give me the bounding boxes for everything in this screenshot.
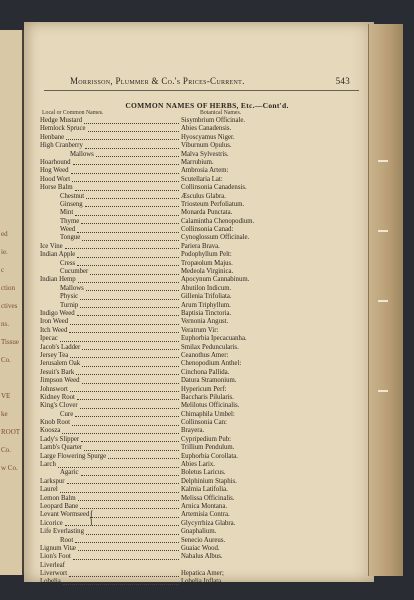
common-name: Indigo Weed <box>40 309 75 317</box>
dot-leader <box>69 332 179 333</box>
common-name: Hemlock Spruce <box>40 125 86 133</box>
common-name: Jimpson Weed <box>40 377 80 385</box>
botanical-name: Triosteum Perfoliatum. <box>181 200 245 208</box>
common-name: Leopard Bane <box>40 502 79 510</box>
dot-leader <box>86 534 179 535</box>
botanical-name: Chimaphila Umbel: <box>181 410 235 418</box>
dot-leader <box>62 433 179 434</box>
dot-leader <box>72 425 179 426</box>
common-name: Hood Wort <box>40 175 71 183</box>
common-name: Agaric <box>60 469 79 477</box>
herb-row <box>40 503 360 511</box>
common-name: Liverleaf <box>40 561 65 569</box>
botanical-name: Collinsonia Can: <box>181 419 227 427</box>
dot-leader <box>73 164 179 165</box>
facing-page-text: VE <box>1 392 11 400</box>
dot-leader <box>69 576 179 577</box>
herb-row <box>40 125 360 133</box>
herb-row <box>40 469 360 477</box>
herb-row <box>40 302 360 310</box>
herb-row <box>40 176 360 184</box>
common-name: Licorice <box>40 519 63 527</box>
dot-leader <box>70 357 179 358</box>
herb-row <box>40 537 360 545</box>
dot-leader <box>82 366 179 367</box>
botanical-name: Pariera Brava. <box>181 242 220 250</box>
common-name: Laurel <box>40 486 58 494</box>
facing-page-text: ed <box>1 230 8 238</box>
common-name: Jesuit's Bark <box>40 368 75 376</box>
common-name: Henbane <box>40 133 65 141</box>
herb-row <box>40 310 360 318</box>
botanical-name: Malva Sylvestris. <box>181 150 229 158</box>
common-name: Cucumber <box>60 268 89 276</box>
botanical-name: Medeola Virginica. <box>181 268 234 276</box>
botanical-name: Euphorbia Corollata. <box>181 452 239 460</box>
common-name: Weed <box>60 226 76 234</box>
dot-leader <box>72 181 179 182</box>
dot-leader <box>75 542 179 543</box>
dot-leader <box>65 248 179 249</box>
herb-row <box>40 360 360 368</box>
herb-row <box>40 436 360 444</box>
botanical-name: Nabalus Albus. <box>181 553 223 561</box>
dot-leader <box>78 500 179 501</box>
dot-leader <box>60 341 179 342</box>
facing-page-text: c <box>1 266 5 274</box>
dot-leader <box>85 206 179 207</box>
header-rule <box>44 90 359 91</box>
botanical-name: Chenopodium Anthel: <box>181 360 242 368</box>
botanical-name: Sisymbrium Officinale. <box>181 117 246 124</box>
botanical-name: Tropæolum Majus. <box>181 259 233 267</box>
herb-row <box>40 520 360 528</box>
common-name: Hoarhound <box>40 158 71 166</box>
herb-row <box>40 218 360 226</box>
column-header-common: Local or Common Names. <box>42 110 104 116</box>
dot-leader <box>82 349 179 350</box>
botanical-name: Abies Larix. <box>181 461 215 469</box>
dot-leader <box>77 257 179 258</box>
dot-leader <box>66 139 179 140</box>
dot-leader <box>85 148 179 149</box>
common-name: Ipecac <box>40 335 58 343</box>
herb-row <box>40 562 360 570</box>
dot-leader <box>91 517 179 518</box>
common-name: Larch <box>40 461 56 469</box>
facing-page-text: Co. <box>1 446 11 454</box>
dot-leader <box>82 383 179 384</box>
herb-row <box>40 486 360 494</box>
herb-row <box>40 344 360 352</box>
herb-row <box>40 369 360 377</box>
herb-row <box>40 201 360 209</box>
page-number: 543 <box>335 76 350 86</box>
botanical-name: Hyoscyamus Niger. <box>181 133 235 141</box>
common-name: Mallows <box>60 284 84 292</box>
herb-row <box>40 193 360 201</box>
dot-leader <box>63 584 179 585</box>
herb-row <box>40 285 360 293</box>
common-name: Horse Balm <box>40 184 73 192</box>
dot-leader <box>70 324 179 325</box>
dot-leader <box>76 374 179 375</box>
botanical-name: Cinchona Pallida. <box>181 368 230 376</box>
herb-row <box>40 461 360 469</box>
common-name: Thyme <box>60 217 80 225</box>
botanical-name: Marrubium. <box>181 158 214 166</box>
botanical-name: Apocynum Cannabinum. <box>181 276 250 284</box>
herb-row <box>40 293 360 301</box>
botanical-name: Boletus Laricus. <box>181 469 226 477</box>
common-name: Lemon Balm <box>40 494 76 502</box>
botanical-name: Ambrosia Artem: <box>181 167 229 175</box>
dot-leader <box>81 441 179 442</box>
botanical-name: Collinsonia Canadensis. <box>181 184 247 192</box>
herb-row <box>40 402 360 410</box>
column-header-botanical: Botanical Names. <box>200 110 242 116</box>
common-name: Lobelia <box>40 578 61 586</box>
page-tab <box>378 390 388 392</box>
section-title: COMMON NAMES OF HERBS, Etc.—Cont'd. <box>125 101 289 110</box>
dot-leader <box>84 123 179 124</box>
herb-row <box>40 578 360 586</box>
herb-row <box>40 427 360 435</box>
herb-row <box>40 260 360 268</box>
dot-leader <box>80 408 179 409</box>
dot-leader <box>88 131 179 132</box>
facing-page-text: ke <box>1 410 8 418</box>
herb-row <box>40 394 360 402</box>
herb-row <box>40 495 360 503</box>
herb-row <box>40 411 360 419</box>
common-name: Lady's Slipper <box>40 435 80 443</box>
facing-page-text: ie. <box>1 248 8 256</box>
botanical-name: Cynoglossum Officinale. <box>181 234 250 242</box>
herb-row <box>40 226 360 234</box>
herb-row <box>40 209 360 217</box>
botanical-name: Kalmia Latifolia. <box>181 486 228 494</box>
common-name: High Cranberry <box>40 142 83 150</box>
facing-page-text: Co. <box>1 356 11 364</box>
dot-leader <box>71 173 179 174</box>
herb-row <box>40 251 360 259</box>
dot-leader <box>81 223 179 224</box>
botanical-name: Datura Stramonium. <box>181 377 237 385</box>
herb-row <box>40 134 360 142</box>
common-name: Lignum Vitæ <box>40 544 76 552</box>
common-name: Liverwort <box>40 570 68 578</box>
botanical-name: Baccharis Pilularis. <box>181 393 234 401</box>
botanical-name: Ceanothus Amer: <box>181 351 229 359</box>
facing-page-text: ctives <box>1 302 18 310</box>
herb-row <box>40 243 360 251</box>
common-name: Mint <box>60 209 74 217</box>
botanical-name: Trillium Pendulum. <box>181 444 235 452</box>
common-name: Koosza <box>40 427 61 435</box>
common-name: Jacob's Ladder <box>40 343 81 351</box>
botanical-name: Monarda Punctata. <box>181 209 233 217</box>
herb-row <box>40 327 360 335</box>
common-name: Jersey Tea <box>40 351 69 359</box>
botanical-name: Hypericum Perf: <box>181 385 227 393</box>
herb-row <box>40 511 360 519</box>
common-name: Kidney Root <box>40 393 75 401</box>
facing-page-text: ns. <box>1 320 9 328</box>
dot-leader <box>86 290 179 291</box>
dot-leader <box>65 525 179 526</box>
herb-row <box>40 268 360 276</box>
botanical-name: Abutilon Indicum. <box>181 284 232 292</box>
botanical-name: Melissa Officinalis. <box>181 494 235 502</box>
herb-row <box>40 167 360 175</box>
page-tab <box>378 230 388 232</box>
botanical-name: Podophyllum Pelt: <box>181 251 232 259</box>
herb-row <box>40 386 360 394</box>
dot-leader <box>84 450 179 451</box>
botanical-name: Lobelia Inflata. <box>181 578 223 586</box>
botanical-name: Viburnum Opulus. <box>181 142 232 150</box>
common-name: Itch Weed <box>40 326 68 334</box>
herb-row <box>40 377 360 385</box>
facing-page-text: w Co. <box>1 464 18 472</box>
facing-page-edge <box>0 30 24 575</box>
common-name: Indian Hemp <box>40 276 76 284</box>
herb-row <box>40 528 360 536</box>
herb-row <box>40 553 360 561</box>
botanical-name: Delphinium Staphis. <box>181 477 237 485</box>
dot-leader <box>73 559 179 560</box>
brace: { <box>89 507 94 527</box>
botanical-name: Collinsonia Canad: <box>181 226 234 234</box>
botanical-name: Gnaphalium. <box>181 528 217 536</box>
dot-leader <box>67 483 179 484</box>
common-name: Ice Vine <box>40 242 63 250</box>
common-name: Lion's Foot <box>40 553 71 561</box>
common-name: Cress <box>60 259 76 267</box>
dot-leader <box>75 215 179 216</box>
botanical-name: Guaiac Wood. <box>181 544 220 552</box>
dot-leader <box>77 315 179 316</box>
dot-leader <box>80 307 179 308</box>
common-name: Lamb's Quarter <box>40 444 83 452</box>
herb-row <box>40 545 360 553</box>
botanical-name: Æsculus Glabra. <box>181 192 226 200</box>
dot-leader <box>81 475 179 476</box>
common-name: Hog Weed <box>40 167 69 175</box>
botanical-name: Smilax Peduncularis. <box>181 343 239 351</box>
botanical-name: Senecio Aureus. <box>181 536 226 544</box>
herb-row <box>40 352 360 360</box>
page-tab <box>378 300 388 302</box>
dot-leader <box>58 467 179 468</box>
botanical-name: Gillenia Trifoliata. <box>181 293 232 301</box>
dot-leader <box>60 492 179 493</box>
dot-leader <box>82 240 179 241</box>
dot-leader <box>86 198 179 199</box>
herb-row <box>40 276 360 284</box>
herb-row <box>40 234 360 242</box>
herb-row <box>40 478 360 486</box>
herb-row <box>40 151 360 159</box>
common-name: Cure <box>60 410 74 418</box>
botanical-name: Arnica Montana. <box>181 502 228 510</box>
botanical-name: Arum Triphyllum. <box>181 301 231 309</box>
botanical-name: Scutellaria Lat: <box>181 175 223 183</box>
common-name: Knob Root <box>40 419 71 427</box>
dot-leader <box>77 265 179 266</box>
dot-leader <box>90 274 179 275</box>
herb-row <box>40 419 360 427</box>
common-name: Mallows <box>70 150 94 158</box>
herb-row <box>40 570 360 578</box>
page-tab <box>378 160 388 162</box>
botanical-name: Glycyrrhiza Glabra. <box>181 519 236 527</box>
herb-row <box>40 142 360 150</box>
dot-leader <box>75 190 179 191</box>
herb-row <box>40 184 360 192</box>
dot-leader <box>70 391 179 392</box>
botanical-name: Baptisia Tinctoria. <box>181 309 232 317</box>
botanical-name: Veratrum Vir: <box>181 326 219 334</box>
botanical-name: Brayera. <box>181 427 205 435</box>
dot-leader <box>77 232 179 233</box>
dot-leader <box>80 508 179 509</box>
common-name: Life Everlasting <box>40 528 84 536</box>
common-name: Ginseng <box>60 200 83 208</box>
herb-row <box>40 117 360 125</box>
dot-leader <box>96 156 179 157</box>
facing-page-text: ROOT <box>1 428 21 436</box>
botanical-name: Abies Canadensis. <box>181 125 232 133</box>
herb-name-list <box>40 117 360 587</box>
common-name: Levant Wormseed <box>40 511 90 519</box>
running-title: Morrisson, Plummer & Co.'s Prices-Current. <box>70 76 245 86</box>
herb-row <box>40 159 360 167</box>
common-name: Indian Apple <box>40 251 76 259</box>
common-name: Large Flowering Spurge <box>40 452 107 460</box>
botanical-name: Vernonia Angust. <box>181 318 229 326</box>
botanical-name: Calamintha Chenopodium. <box>181 217 255 225</box>
dot-leader <box>80 299 179 300</box>
dot-leader <box>78 282 179 283</box>
common-name: Root <box>60 536 74 544</box>
dot-leader <box>77 399 179 400</box>
facing-page-text: Tissue <box>1 338 20 346</box>
botanical-name: Melilotus Officinalis. <box>181 402 240 410</box>
common-name: Turnip <box>60 301 79 309</box>
botanical-name: Artemisia Contra. <box>181 511 230 519</box>
herb-row <box>40 318 360 326</box>
common-name: Johnswort <box>40 385 68 393</box>
dot-leader <box>78 550 179 551</box>
botanical-name: Euphorbia Ipecacuanha. <box>181 335 247 343</box>
common-name: Hedge Mustard <box>40 117 83 124</box>
botanical-name: Hepatica Amer; <box>181 570 224 578</box>
common-name: Chestnut <box>60 192 85 200</box>
common-name: Tongue <box>60 234 81 242</box>
common-name: Larkspur <box>40 477 65 485</box>
dot-leader <box>108 458 179 459</box>
herb-row <box>40 444 360 452</box>
herb-row <box>40 335 360 343</box>
common-name: Iron Weed <box>40 318 69 326</box>
dot-leader <box>75 416 179 417</box>
common-name: Jerusalem Oak <box>40 360 81 368</box>
herb-row <box>40 453 360 461</box>
botanical-name: Cypripedium Pub: <box>181 435 232 443</box>
facing-page-text: ction <box>1 284 15 292</box>
common-name: Physic <box>60 293 79 301</box>
common-name: King's Clover <box>40 402 78 410</box>
